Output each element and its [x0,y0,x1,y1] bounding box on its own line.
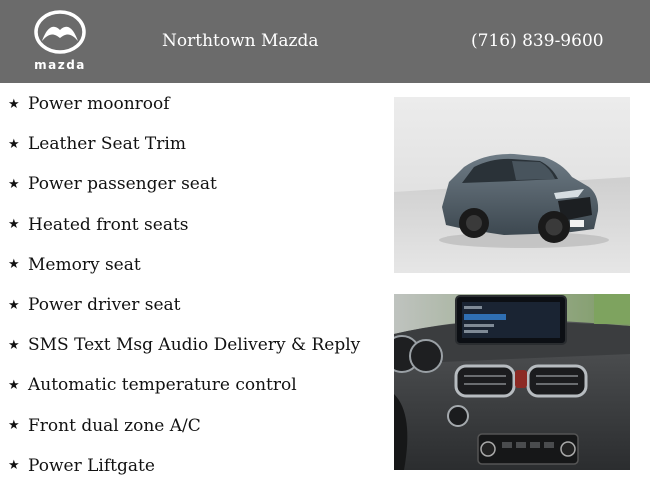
feature-item [8,365,383,405]
feature-item [8,325,383,365]
feature-item [8,84,383,124]
feature-item [8,245,383,285]
feature-item [8,406,383,446]
feature-label: Heated front seats [28,214,189,235]
star-icon: ★ [8,458,20,474]
mazda-emblem-icon [22,8,98,58]
feature-item [8,285,383,325]
feature-label: SMS Text Msg Audio Delivery & Reply [28,335,361,356]
star-icon: ★ [8,257,20,273]
mazda-logo-wordmark: mazda [34,58,86,72]
car-interior-photo[interactable] [394,294,630,470]
car-interior-image [394,294,630,470]
star-icon: ★ [8,217,20,233]
feature-label: Front dual zone A/C [28,415,201,436]
dealer-phone[interactable]: (716) 839-9600 [471,31,604,51]
star-icon: ★ [8,297,20,313]
car-exterior-photo[interactable] [394,97,630,273]
star-icon: ★ [8,176,20,192]
feature-label: Power driver seat [28,295,181,316]
feature-label: Memory seat [28,254,141,275]
car-exterior-image [394,97,630,273]
mazda-logo[interactable] [22,8,98,74]
star-icon: ★ [8,136,20,152]
feature-label: Power passenger seat [28,174,217,195]
feature-item [8,446,383,486]
header-bar [0,0,650,83]
feature-item [8,205,383,245]
star-icon: ★ [8,418,20,434]
feature-label: Leather Seat Trim [28,134,186,155]
star-icon: ★ [8,96,20,112]
feature-list [8,84,383,486]
star-icon: ★ [8,337,20,353]
feature-item [8,164,383,204]
star-icon: ★ [8,377,20,393]
feature-label: Automatic temperature control [28,375,297,396]
feature-label: Power Liftgate [28,455,155,476]
feature-item [8,124,383,164]
dealer-name: Northtown Mazda [162,31,319,51]
feature-label: Power moonroof [28,94,170,115]
